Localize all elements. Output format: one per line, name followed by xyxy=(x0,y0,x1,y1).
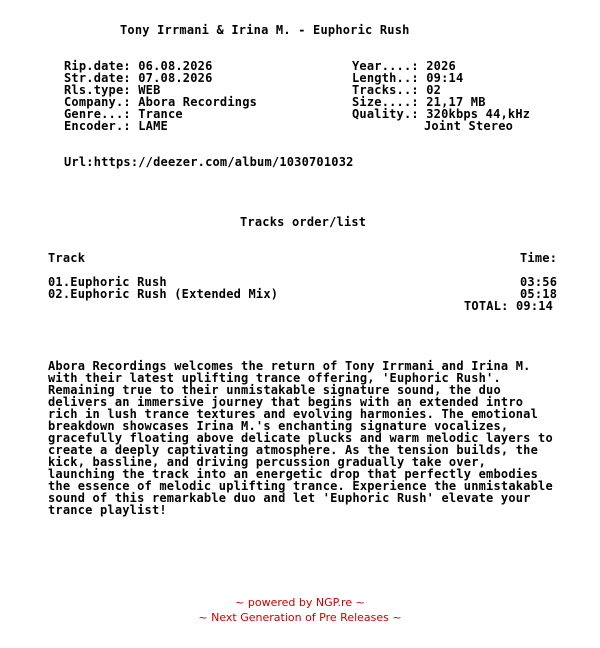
powered-by-link[interactable]: ~ powered by NGP.re ~ xyxy=(235,596,365,609)
total-time: TOTAL: 09:14 xyxy=(464,299,554,313)
description-line: kick, bassline, and driving percussion gradually take over, xyxy=(48,455,487,469)
track-column-header: Track xyxy=(48,251,86,265)
release-type: Rls.type: WEB xyxy=(64,83,161,97)
description-line: breakdown showcases Irina M.'s enchanting signature vocalizes, xyxy=(48,419,509,433)
description-line: delivers an immersive journey that begins with an extended intro xyxy=(48,395,524,409)
description-line: Remaining true to their unmistakable signature sound, the duo xyxy=(48,383,501,397)
size: Size....: 21,17 MB xyxy=(352,95,486,109)
tagline-link[interactable]: ~ Next Generation of Pre Releases ~ xyxy=(198,611,402,624)
genre: Genre...: Trance xyxy=(64,107,183,121)
track-time: 05:18 xyxy=(520,287,558,301)
company: Company.: Abora Recordings xyxy=(64,95,258,109)
description-line: launching the track into an energetic drop that perfectly embodies xyxy=(48,467,539,481)
encoder: Encoder.: LAME xyxy=(64,119,168,133)
year: Year....: 2026 xyxy=(352,59,456,73)
tagline-footer[interactable] xyxy=(0,612,600,624)
track-name: 01.Euphoric Rush xyxy=(48,275,167,289)
description-line: Abora Recordings welcomes the return of Tony Irrmani and Irina M. xyxy=(48,359,531,373)
description-line: with their latest uplifting trance offering, 'Euphoric Rush'. xyxy=(48,371,501,385)
quality: Quality.: 320kbps 44,kHz xyxy=(352,107,531,121)
powered-by-footer[interactable] xyxy=(0,597,600,609)
description-line: trance playlist! xyxy=(48,503,167,517)
track-count: Tracks..: 02 xyxy=(352,83,442,97)
tracklist-heading: Tracks order/list xyxy=(240,215,367,229)
length: Length..: 09:14 xyxy=(352,71,464,85)
track-time: 03:56 xyxy=(520,275,558,289)
description-line: rich in lush trance textures and evolving harmonies. The emotional xyxy=(48,407,539,421)
time-column-header: Time: xyxy=(520,251,558,265)
release-title: Tony Irrmani & Irina M. - Euphoric Rush xyxy=(120,23,410,37)
track-name: 02.Euphoric Rush (Extended Mix) xyxy=(48,287,279,301)
street-date: Str.date: 07.08.2026 xyxy=(64,71,213,85)
description-line: the essence of melodic uplifting trance. Experience the unmistakable xyxy=(48,479,553,493)
source-url[interactable]: Url:https://deezer.com/album/1030701032 xyxy=(64,155,354,169)
quality-mode: Joint Stereo xyxy=(424,119,514,133)
description-line: sound of this remarkable duo and let 'Euphoric Rush' elevate your xyxy=(48,491,531,505)
rip-date: Rip.date: 06.08.2026 xyxy=(64,59,213,73)
description-line: gracefully floating above delicate plucks and warm melodic layers to xyxy=(48,431,553,445)
description-line: create a deeply captivating atmosphere. As the tension builds, the xyxy=(48,443,539,457)
